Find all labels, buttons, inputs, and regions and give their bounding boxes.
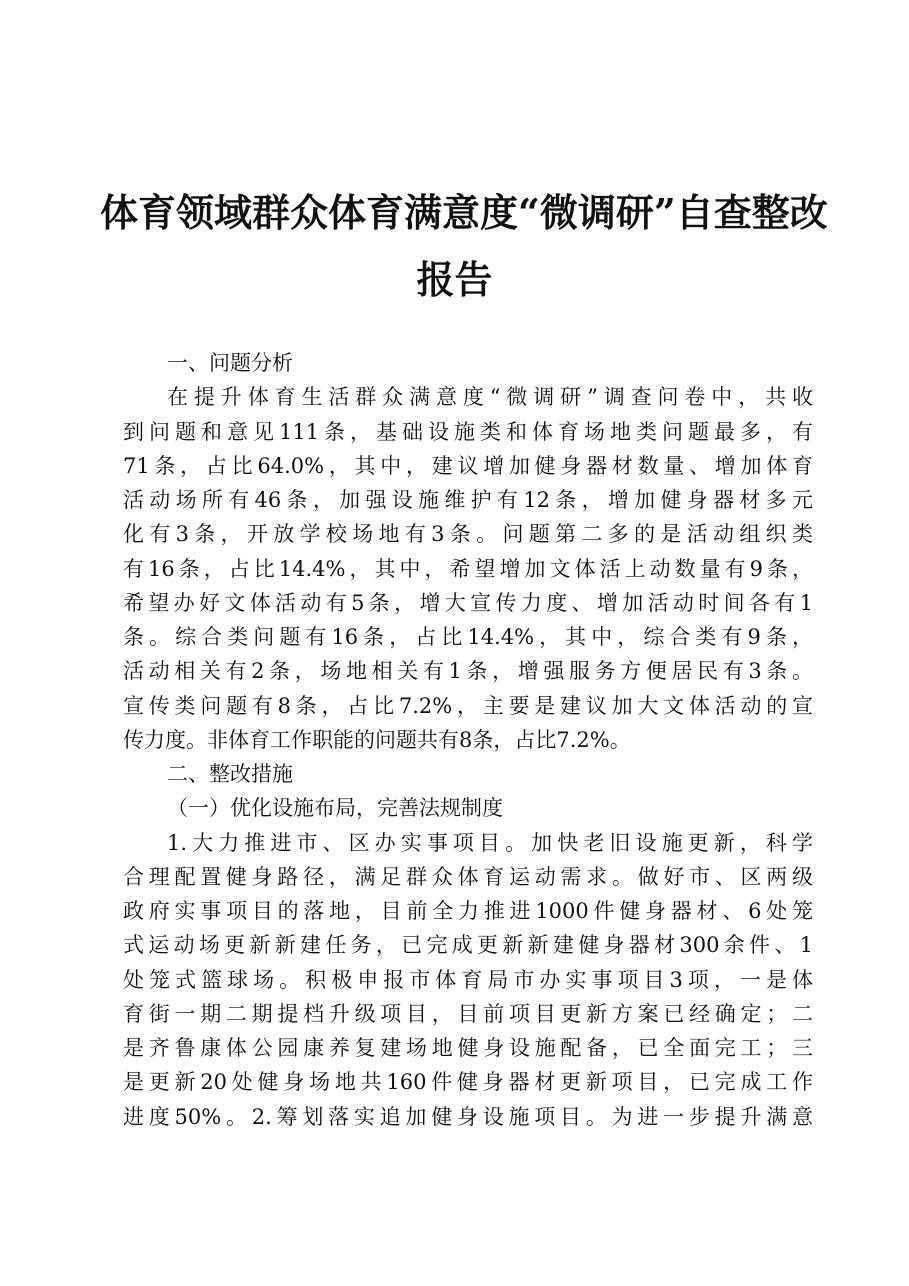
paragraph-line: 希望办好文体活动有5条，增大宣传力度、增加活动时间各有1 [123,590,813,615]
paragraph-line: 传力度。非体育工作职能的问题共有8条，占比7.2%。 [123,727,631,752]
paragraph-line: 是齐鲁康体公园康养复建场地健身设施配备，已全面完工；三 [123,1036,813,1060]
document-title-line-1: 体育领域群众体育满意度“微调研”自查整改 [100,190,828,235]
section-heading-rectification-measures: 二、整改措施 [167,762,293,786]
paragraph-line: 式运动场更新新建任务，已完成更新新建健身器材300余件、1 [123,933,813,958]
paragraph-line: 71条，占比64.0%，其中，建议增加健身器材数量、增加体育 [123,453,813,478]
paragraph-line: 到问题和意见111条，基础设施类和体育场地类问题最多，有 [123,419,813,444]
paragraph-line: 在提升体育生活群众满意度“微调研”调查问卷中，共收 [167,385,813,410]
paragraph-line: 政府实事项目的落地，目前全力推进1000件健身器材、6处笼 [123,899,813,923]
paragraph-line: 有16条，占比14.4%，其中，希望增加文体活上动数量有9条， [123,556,813,581]
paragraph-line: 活动相关有2条，场地相关有1条，增强服务方便居民有3条。 [123,659,813,684]
paragraph-line: 1.大力推进市、区办实事项目。加快老旧设施更新，科学 [167,830,813,855]
paragraph-line: 宣传类问题有8条，占比7.2%，主要是建议加大文体活动的宣 [123,693,813,718]
paragraph-line: 育街一期二期提档升级项目，目前项目更新方案已经确定；二 [123,1001,813,1026]
paragraph-line: 是更新20处健身场地共160件健身器材更新项目，已完成工作 [123,1070,813,1095]
subsection-heading: （一）优化设施布局，完善法规制度 [167,796,503,821]
paragraph-line: 进度50%。2.筹划落实追加健身设施项目。为进一步提升满意 [123,1104,813,1129]
document-body [123,346,813,1134]
document-title-line-2: 报告 [416,257,493,302]
paragraph-line: 活动场所有46条，加强设施维护有12条，增加健身器材多元 [123,488,813,512]
paragraph-line: 合理配置健身路径，满足群众体育运动需求。做好市、区两级 [123,864,813,889]
section-heading-problem-analysis: 一、问题分析 [167,351,293,375]
paragraph-line: 化有3条，开放学校场地有3条。问题第二多的是活动组织类 [123,522,813,547]
paragraph-line: 条。综合类问题有16条，占比14.4%，其中，综合类有9条， [123,625,813,649]
paragraph-line: 处笼式篮球场。积极申报市体育局市办实事项目3项，一是体 [123,967,813,992]
